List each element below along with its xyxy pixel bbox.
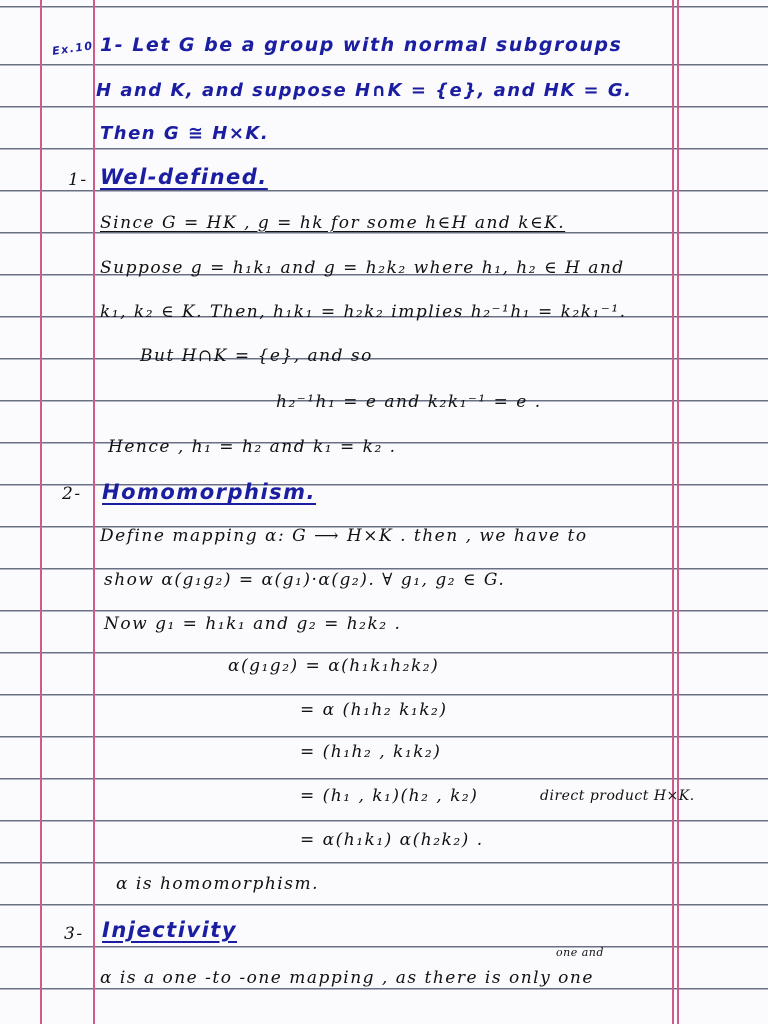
section2-line-1: Define mapping α: G ⟶ H×K . then , we have to xyxy=(100,526,588,546)
section1-line-6: Hence , h₁ = h₂ and k₁ = k₂ . xyxy=(108,437,397,457)
section2-line-5: = α (h₁h₂ k₁k₂) xyxy=(300,700,448,720)
left-margin-line xyxy=(40,0,42,1024)
section1-number: 1- xyxy=(68,170,88,190)
section1-line-1: Since G = HK , g = hk for some h∈H and k∈K. xyxy=(100,213,566,233)
section3-title: Injectivity xyxy=(102,918,238,942)
section2-line-3: Now g₁ = h₁k₁ and g₂ = h₂k₂ . xyxy=(104,614,402,634)
section3-line-1: α is a one -to -one mapping , as there is only one xyxy=(100,968,594,988)
section2-line-2: show α(g₁g₂) = α(g₁)·α(g₂). ∀ g₁, g₂ ∈ G. xyxy=(104,570,506,590)
exercise-label: Ex.10 xyxy=(51,39,95,58)
theorem-line-1: 1- Let G be a group with normal subgroups xyxy=(100,34,623,56)
section1-line-2: Suppose g = h₁k₁ and g = h₂k₂ where h₁, h₂ ∈ H and xyxy=(100,258,625,278)
left-margin-line-inner xyxy=(93,0,95,1024)
theorem-line-3: Then G ≅ H×K. xyxy=(100,123,270,144)
section2-line-6: = (h₁h₂ , k₁k₂) xyxy=(300,742,442,762)
theorem-line-2: H and K, and suppose H∩K = {e}, and HK = G. xyxy=(96,80,633,101)
section3-number: 3- xyxy=(64,924,84,944)
section2-title: Homomorphism. xyxy=(102,480,317,504)
section2-line-9: α is homomorphism. xyxy=(116,874,319,894)
section2-number: 2- xyxy=(62,484,82,504)
right-margin-line-inner xyxy=(677,0,679,1024)
section1-line-4: But H∩K = {e}, and so xyxy=(140,346,373,366)
section2-line-4: α(g₁g₂) = α(h₁k₁h₂k₂) xyxy=(228,656,440,676)
right-margin-line xyxy=(672,0,674,1024)
section1-title: Wel-defined. xyxy=(100,165,268,189)
section1-line-5: h₂⁻¹h₁ = e and k₂k₁⁻¹ = e . xyxy=(276,392,542,412)
section1-line-3: k₁, k₂ ∈ K. Then, h₁k₁ = h₂k₂ implies h₂⁻¹h₁ = k₂k₁⁻¹. xyxy=(100,302,627,322)
section2-line-7: = (h₁ , k₁)(h₂ , k₂) xyxy=(300,786,479,806)
section3-insertion: one and xyxy=(556,946,604,959)
section2-direct-product: direct product H×K. xyxy=(540,788,695,804)
section2-line-8: = α(h₁k₁) α(h₂k₂) . xyxy=(300,830,484,850)
